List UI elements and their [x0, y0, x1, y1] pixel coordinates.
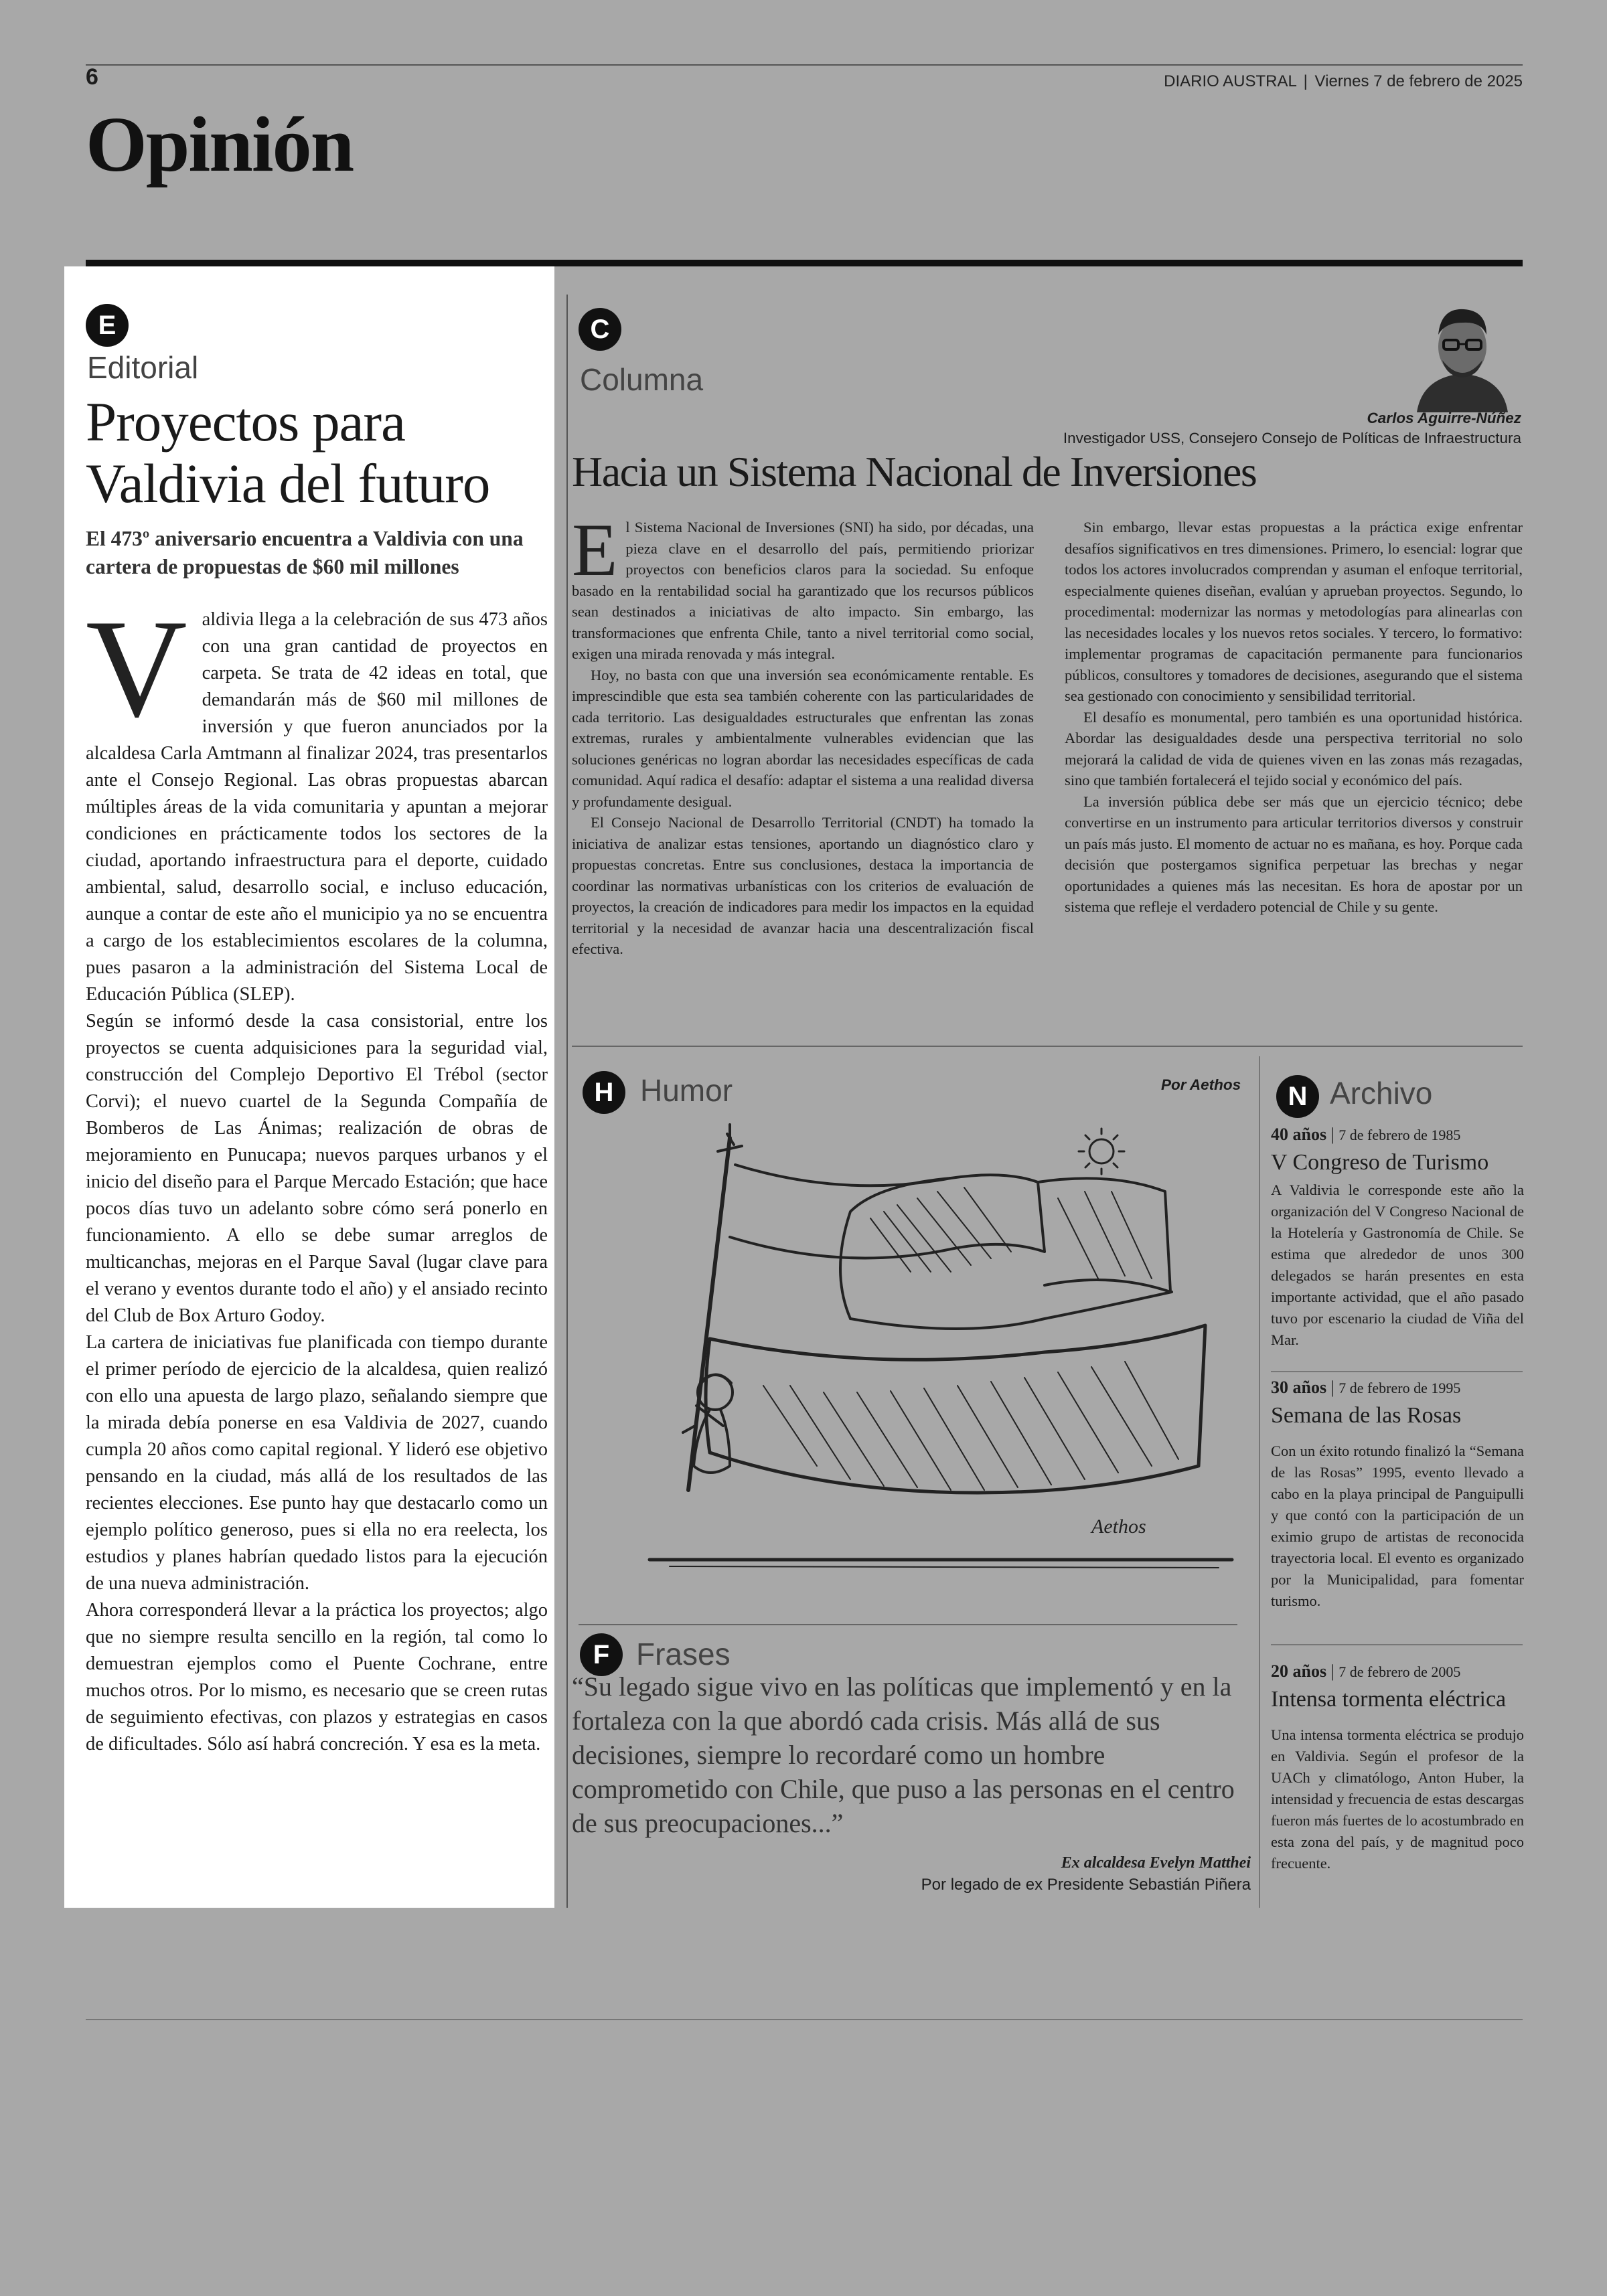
humor-label: Humor [640, 1073, 733, 1108]
archivo-title: Intensa tormenta eléctrica [1271, 1687, 1507, 1712]
editorial-paragraph: Según se informó desde la casa consistorial, entre los proyectos se cuenta adquisiciones para la seguridad vial, construcción del Complejo Deportivo El Trébol (sector Corvi); el nuevo cuartel de la Segunda Compañía de Bomberos de Las Ánimas; realización de obras de mejoramiento en Punucapa; nuevos parques urbanos y el inicio del diseño para el Parque Mercado Estación; que hace pocos días tuvo un adelanto sobre cómo será ponerlo en funcionamiento. A ello se debe sumar arreglos de multicanchas, mejoras en el Parque Saval (lugar clave para el verano y eventos durante todo el año) y el ansiado recinto del Club de Box Arturo Godoy. [86, 1011, 548, 1326]
columna-col1 [572, 509, 1034, 960]
columna-paragraph: l Sistema Nacional de Inversiones (SNI) ha sido, por décadas, una pieza clave en el desarrollo del país, permitiendo priorizar proyectos con beneficios claros para la sociedad. Su enfoque basado en la rentabilidad social ha garantizado que los recursos públicos sean destinados a iniciativas de alto impacto. Sin embargo, las transformaciones que enfrenta Chile, tanto a nivel territorial como social, exigen una mirada renovada y más integral. [572, 519, 1034, 662]
columna-title: Hacia un Sistema Nacional de Inversiones [572, 448, 1257, 495]
humor-badge: H [583, 1071, 625, 1114]
columna-bottom-rule [572, 1046, 1523, 1047]
top-rule [86, 64, 1523, 66]
humor-bottom-rule [579, 1624, 1237, 1625]
columna-author-role: Investigador USS, Consejero Consejo de Políticas de Infraestructura [1063, 430, 1521, 446]
columna-badge: C [579, 308, 621, 351]
archivo-label: Archivo [1330, 1076, 1433, 1111]
archivo-years: 30 años [1271, 1378, 1327, 1397]
columna-dropcap: E [572, 509, 618, 592]
section-rule [86, 260, 1523, 266]
editorial-title-line1: Proyectos para [86, 391, 405, 453]
archivo-text: A Valdivia le corresponde este año la organización del V Congreso Nacional de la Hotelería y Gastronomía de Chile. Se estima que alrededor de unos 300 delegados se harán presentes en esta importante actividad, que el año pasado tuvo por escenario la ciudad de Viña del Mar. [1271, 1181, 1524, 1348]
columna-paragraph: Hoy, no basta con que una inversión sea económicamente rentable. Es imprescindible que esta sea también coherente con las particularidades de cada territorio. Las desigualdades estructurales que enfrentan las zonas extremas, rurales y ambientalmente vulnerables evidencian que las soluciones genéricas no logran abordar las necesidades específicas de cada comunidad. Aquí radica el desafío: adaptar el sistema a una realidad diversa y profundamente desigual. [572, 666, 1034, 810]
columna-paragraph: La inversión pública debe ser más que un ejercicio técnico; debe convertirse en un instrumento para articular territorios diversos y construir un país más justo. El momento de actuar no es mañana, es hoy. Porque cada decisión que postergamos significa perpetuar las brechas y negar oportunidades a quienes más las necesitan. Es hora de apostar por un sistema que refleje el verdadero potencial de Chile y su gente. [1065, 793, 1523, 915]
editorial-badge: E [86, 304, 129, 347]
editorial-title-line2: Valdivia del futuro [86, 453, 490, 514]
cartoon-signature: Aethos [1091, 1515, 1146, 1538]
archivo-years: 20 años [1271, 1661, 1327, 1681]
archivo-text: Una intensa tormenta eléctrica se produjo en Valdivia. Según el profesor de la UACh y climatólogo, Anton Huber, la intensidad y frecuencia de estas descargas fueron más fuertes de lo acostumbrado en esta zona del país, y de magnitud poco frecuente. [1271, 1726, 1524, 1872]
editorial-title [86, 391, 548, 514]
archivo-divider [1259, 1056, 1260, 1908]
archivo-rule [1271, 1371, 1523, 1372]
vertical-divider [566, 295, 568, 1908]
archivo-date: 7 de febrero de 1985 [1338, 1127, 1461, 1143]
frases-badge: F [580, 1633, 623, 1676]
columna-paragraph: El desafío es monumental, pero también es una oportunidad histórica. Abordar las desigualdades desde una perspectiva territorial no solo mejorará la calidad de vida de quienes viven en las zonas más rezagadas, sino que también fortalecerá el tejido social y económico del país. [1065, 708, 1523, 789]
bottom-rule [86, 2019, 1523, 2020]
archivo-date: 7 de febrero de 1995 [1338, 1380, 1461, 1396]
editorial-subtitle: El 473º aniversario encuentra a Valdivia con una cartera de propuestas de $60 mil millones [86, 527, 524, 578]
editorial-label: Editorial [87, 350, 199, 385]
cartoon-illustration [629, 1118, 1252, 1620]
author-photo [1409, 299, 1516, 412]
frases-quote: “Su legado sigue vivo en las políticas que implementó y en la fortaleza con la que abordó cada crisis. Más allá de sus decisiones, siempre lo recordaré como un hombre comprometido con Chile, que puso a las personas en el centro de sus preocupaciones...” [572, 1671, 1235, 1838]
editorial-paragraph: Ahora corresponderá llevar a la práctica los proyectos; algo que no siempre resulta sencillo en la región, tal como lo demuestran ejemplos como el Puente Cochrane, entre muchos otros. Por lo mismo, es necesario que se creen rutas de seguimiento efectivas, con plazos y estrategias en casos de dificultades. Sólo así habrá concreción. Y esa es la meta. [86, 1600, 548, 1754]
humor-credit: Por Aethos [1161, 1076, 1241, 1093]
archivo-text: Con un éxito rotundo finalizó la “Semana de las Rosas” 1995, evento llevado a cabo en la playa principal de Panguipulli y que contó con la participación de un eximio grupo de artistas de reconocida trayectoria local. El evento es organizado por la Municipalidad, para fomentar turismo. [1271, 1443, 1524, 1609]
archivo-item: 40 años | 7 de febrero de 1985 V Congreso de Turismo A Valdivia le corresponde este año la organización del V Congreso Nacional de la Hotelería y Gastronomía de Chile. Se estima que alrededor de unos 300 delegados se harán presentes en esta importante actividad, que el año pasado tuvo por escenario la ciudad de Viña del Mar. [1271, 1125, 1524, 1351]
issue-date: Viernes 7 de febrero de 2025 [1314, 72, 1523, 90]
archivo-badge: N [1276, 1075, 1319, 1118]
editorial-paragraph: La cartera de iniciativas fue planificada con tiempo durante el primer período de ejercicio de la alcaldesa, quien realizó con ello una apuesta de largo plazo, señalando siempre que la mirada debía ponerse en esa Valdivia de 2027, cuando cumpla 20 años como capital regional. Y lideró ese objetivo pensando en la ciudad, más allá de los resultados de las recientes elecciones. Ese punto hay que destacarlo como un ejemplo político generoso, pues si ella no era reelecta, los estudios y planes habrían quedado listos para la ejecución de una nueva administración. [86, 1332, 548, 1594]
archivo-rule [1271, 1644, 1523, 1645]
archivo-years: 40 años [1271, 1125, 1327, 1144]
folio: DIARIO AUSTRAL | Viernes 7 de febrero de 2025 [1164, 72, 1523, 90]
editorial-body [86, 591, 548, 1758]
page-number: 6 [86, 64, 98, 90]
columna-label: Columna [580, 362, 704, 397]
archivo-title: V Congreso de Turismo [1271, 1150, 1489, 1175]
editorial-paragraph: aldivia llega a la celebración de sus 473 años con una gran cantidad de proyectos en carpeta. Se trata de 42 ideas en total, que demandarán más de $60 mil millones de inversión y que fueron anunciados por la alcaldesa Carla Amtmann al finalizar 2024, tras presentarlos ante el Consejo Regional. Las obras propuestas abarcan múltiples áreas de la vida comunitaria y apuntan a mejorar condiciones en prácticamente todos los sectores de la ciudad, aportando infraestructura para el deporte, cuidado ambiental, salud, desarrollo social, e incluso educación, aunque a contar de este año el municipio ya no se encuentra a cargo de los establecimientos escolares de la columna, pues pasaron a la administración del Sistema Local de Educación Pública (SLEP). [86, 609, 548, 1005]
section-title: Opinión [86, 100, 354, 188]
archivo-title: Semana de las Rosas [1271, 1403, 1462, 1428]
archivo-date: 7 de febrero de 2005 [1338, 1663, 1461, 1680]
frases-author: Ex alcaldesa Evelyn Matthei [1061, 1854, 1251, 1872]
editorial-dropcap: V [86, 591, 187, 746]
frases-context: Por legado de ex Presidente Sebastián Piñera [921, 1876, 1251, 1894]
columna-paragraph: Sin embargo, llevar estas propuestas a la práctica exige enfrentar desafíos significativos en tres dimensiones. Primero, lo esencial: lograr que todos los actores involucrados comprendan y asuman el enfoque territorial, especialmente quienes diseñan, evalúan y aprueban proyectos. Segundo, lo procedimental: modernizar las normas y metodologías para alinearlas con las necesidades locales y los nuevos retos sociales. Y tercero, lo formativo: implementar programas de capacitación permanente para funcionarios públicos, consultores y tomadores de decisiones, asegurando que el sistema sea gestionado con conocimiento y sensibilidad territorial. [1065, 519, 1523, 704]
columna-paragraph: El Consejo Nacional de Desarrollo Territorial (CNDT) ha tomado la iniciativa de analizar estas tensiones, aportando un diagnóstico claro y propuestas concretas. Entre sus conclusiones, destaca la importancia de coordinar las normativas urbanísticas con los criterios de evaluación de proyectos, la creación de indicadores para medir los impactos en la equidad territorial y la necesidad de avanzar hacia una descentralización fiscal efectiva. [572, 814, 1034, 957]
newspaper-name: DIARIO AUSTRAL [1164, 72, 1296, 90]
frases-label: Frases [636, 1637, 731, 1671]
columna-author: Carlos Aguirre-Núñez [1367, 410, 1521, 426]
archivo-item: 30 años | 7 de febrero de 1995 Semana de las Rosas Con un éxito rotundo finalizó la “Semana de las Rosas” 1995, evento llevado a cabo en la playa principal de Panguipulli y que contó con la participación de un eximio grupo de artistas de reconocida trayectoria local. El evento es organizado por la Municipalidad, para fomentar turismo. [1271, 1378, 1524, 1612]
columna-col2 [1065, 517, 1523, 918]
archivo-item: 20 años | 7 de febrero de 2005 Intensa tormenta eléctrica Una intensa tormenta eléctrica se produjo en Valdivia. Según el profesor de la UACh y climatólogo, Anton Huber, la intensidad y frecuencia de estas descargas fueron más fuertes de lo acostumbrado en esta zona del país, y de magnitud poco frecuente. [1271, 1661, 1524, 1874]
